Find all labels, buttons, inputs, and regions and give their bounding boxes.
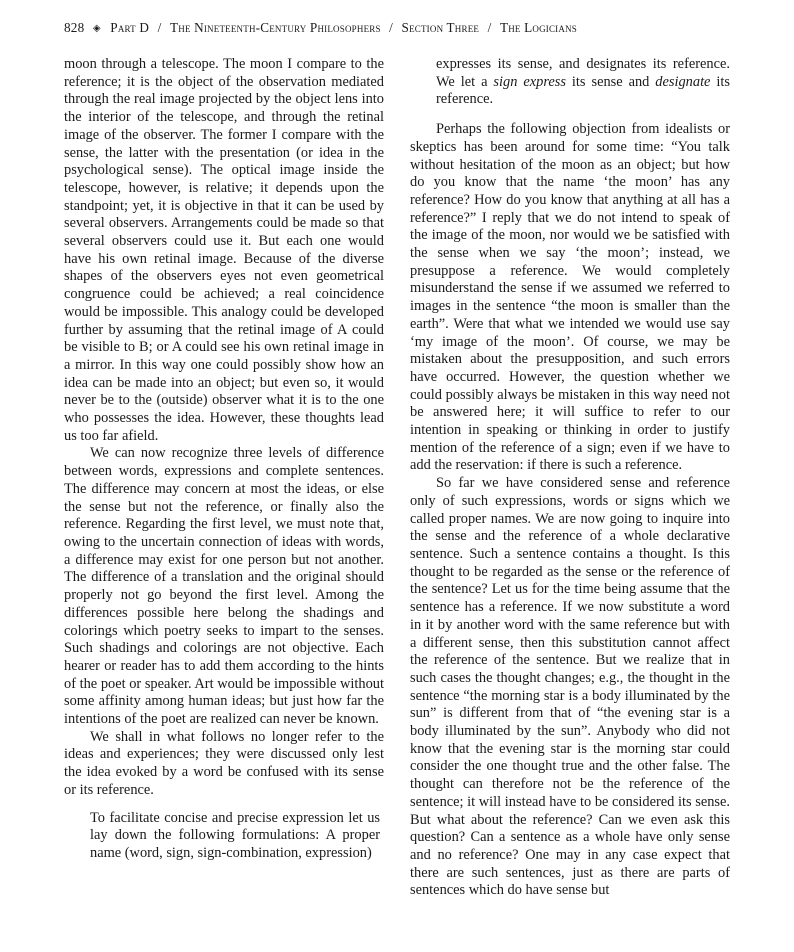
header-separator: / [389, 20, 394, 35]
text-run: its reference. [436, 73, 730, 108]
diamond-icon: ◈ [92, 23, 101, 34]
emphasis: sign express [493, 73, 566, 90]
paragraph: We can now recognize three levels of difference between words, expressions and complete sentences. The difference may concern at most the ideas, or else the sense but not the reference, or finally also the reference. Regarding the first level, we must note that, owing to the uncertain connection of ideas with words, a difference may exist for one person but not another. The difference of a translation and the original should properly not go beyond the first level. Among the differences possible here belong the shadings and colorings which poetry seeks to impart to the senses. Such shadings and colorings are not objective. Each hearer or reader has to add them according to the hints of the poet or speaker. Art would be impossible without some affinity among human ideas; but just how far the intentions of the poet are realized can never be known. [64, 445, 384, 728]
left-column [64, 56, 384, 863]
page-number: 828 [64, 20, 85, 35]
part-label: Part D [110, 20, 150, 35]
right-column [410, 56, 730, 900]
paragraph: We shall in what follows no longer refer to the ideas and experiences; they were discussed only lest the idea evoked by a word be confused with its sense or its reference. [64, 728, 384, 798]
section-title: The Logicians [499, 20, 577, 35]
header-separator: / [157, 20, 162, 35]
part-title: The Nineteenth-Century Philosophers [169, 20, 381, 35]
running-header [64, 20, 744, 36]
section-label: Section Three [401, 20, 480, 35]
text-run: its sense and [565, 73, 656, 90]
paragraph: moon through a telescope. The moon I compare to the reference; it is the object of the observation mediated through the real image projected by the object lens into the interior of the telescope, and through the retinal image of the observer. The former I compare with the sense, the latter with the presentation (or idea in the psychological sense). The optical image inside the telescope, however, is relative; it depends upon the standpoint; yet, it is objective in that it can be used by several observers. Arrangements could be made so that several observers could use it. But each one would have his own retinal image. Because of the diverse shapes of the observers eyes not even geometrical congruence could be achieved; a real coincidence would be impossible. This analogy could be developed further by assuming that the retinal image of A could be visible to B; or A could see his own retinal image in a mirror. In this way one could possibly show how an idea can be made into an object; but even so, it would never be to the (outside) observer what it is to the one who possesses the idea. However, these thoughts lead us too far afield. [64, 56, 384, 444]
emphasis: designate [655, 73, 711, 90]
paragraph: Perhaps the following objection from idealists or skeptics has been around for some time: “You talk without hesitation of the moon as an object; but how do you know that the name ‘the moon’ has any reference? How do you know that anything at all has a reference?” I reply that we do not intend to speak of the image of the moon, nor would we be satisfied with the sense when we say ‘the moon’; instead, we presuppose a reference. We would completely misunderstand the sense if we assumed we referred to images in the sentence “the moon is smaller than the earth”. Were that what we intended we would use say ‘my image of the moon’. Of course, we may be mistaken about the presupposition, and such errors have occurred. However, the question whether we could possibly always be mistaken in this way need not be answered here; it will suffice to refer to our intention in speaking or thinking in order to justify mention of the reference of a sign; even if we have to add the reservation: if there is such a reference. [410, 121, 730, 474]
paragraph: So far we have considered sense and reference only of such expressions, words or signs which we called proper names. We are now going to inquire into the sense and the reference of a whole declarative sentence. Such a sentence contains a thought. Is this thought to be regarded as the sense or the reference of the sentence? Let us for the time being assume that the sentence has a reference. If we now substitute a word in it by another word with the same reference but with a different sense, then this substitution cannot affect the reference of the sentence. But we realize that in such cases the thought changes; e.g., the thought in the sentence “the morning star is a body illuminated by the sun” is different from that of “the evening star is a body illuminated by the sun”. Anybody who did not know that the evening star is the morning star could consider the one thought true and the other false. The thought can therefore not be the reference of the sentence; it will instead have to be considered its sense. But what about the reference? Can we even ask this question? Can a sentence as a whole have only sense and no reference? One may in any case expect that there are such sentences, just as there are parts of sentences which do have sense but [410, 475, 730, 899]
paragraph: To facilitate concise and precise expression let us lay down the following formulations: A proper name (word, sign, sign-combination, expression) [90, 809, 380, 861]
paragraph [410, 56, 730, 109]
text-run: expresses its sense, and designates its reference. We let a [436, 56, 730, 90]
header-separator: / [487, 20, 492, 35]
